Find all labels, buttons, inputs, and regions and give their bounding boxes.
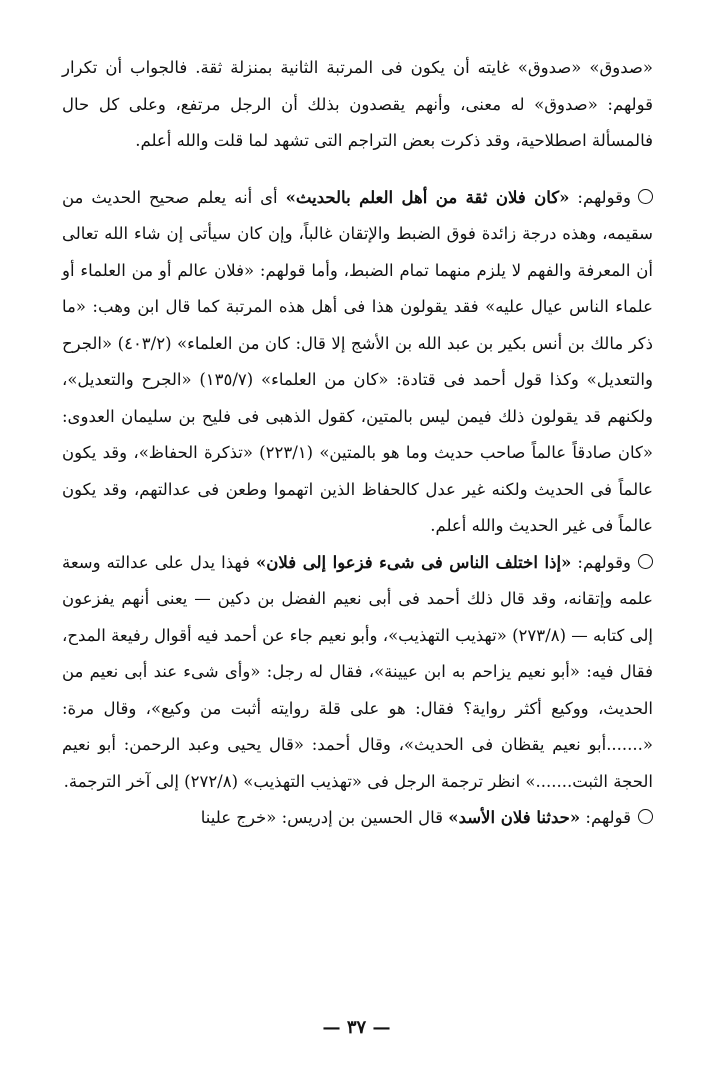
bold-phrase: «كان فلان ثقة من أهل العلم بالحديث» — [285, 187, 570, 207]
paragraph-3 — [62, 545, 653, 801]
circle-bullet-icon — [638, 809, 653, 824]
paragraph-1 — [62, 50, 653, 160]
paragraph-lead: وقولهم: — [569, 187, 631, 207]
paragraph-text: فهذا يدل على عدالته وسعة علمه وإتقانه، وقد قال ذلك أحمد فى أبى نعيم الفضل بن دكين — يعنى أنهم يفزعون إلى كتابه — (٢٧٣/٨) «تهذيب التهذيب»، وأبو نعيم جاء عن أحمد فيه أقوال رفيعة المدح، فقال فيه: «أبو نعيم يزاحم به ابن عيينة»، فقال له رجل: «وأى شىء عند أبى نعيم من الحديث، ووكيع أكثر رواية؟ فقال: هو على قلة روايته أثبت من وكيع»، وقال مرة: «.......أبو نعيم يقظان فى الحديث»، وقال أحمد: «قال يحيى وعبد الرحمن: أبو نعيم الحجة الثبت.......» انظر ترجمة الرجل فى «تهذيب التهذيب» (٢٧٢/٨) إلى آخر الترجمة. — [62, 552, 653, 791]
circle-bullet-icon — [638, 189, 653, 204]
paragraph-4 — [62, 800, 653, 837]
paragraph-text: أى أنه يعلم صحيح الحديث من سقيمه، وهذه درجة زائدة فوق الضبط والإتقان غالباً، وإن كان سيأتى إن شاء الله تعالى أن المعرفة والفهم لا يلزم منهما تمام الضبط، وأما قولهم: «فلان عالم أو من العلماء أو علماء الناس عيال عليه» فقد يقولون هذا فى أهل هذه المرتبة كما قال ابن وهب: «ما ذكر مالك بن أنس بكير بن عبد الله بن الأشج إلا قال: كان من العلماء» (٤٠٣/٢) «الجرح والتعديل» وكذا قول أحمد فى قتادة: «كان من العلماء» (١٣٥/٧) «الجرح والتعديل»، ولكنهم قد يقولون ذلك فيمن ليس بالمتين، كقول الذهبى فى فليح بن سليمان العدوى: «كان صادقاً عالماً صاحب حديث وما هو بالمتين» (٢٢٣/١) «تذكرة الحفاظ»، وقد يكون عالماً فى الحديث ولكنه غير عدل كالحفاظ الذين اتهموا وطعن فى عدالتهم، وقد يكون عالماً فى غير الحديث والله أعلم. — [62, 187, 654, 535]
bold-phrase: «إذا اختلف الناس فى شىء فزعوا إلى فلان» — [255, 552, 572, 572]
paragraph-lead: قولهم: — [580, 808, 631, 827]
circle-bullet-icon — [638, 554, 653, 569]
paragraph-2 — [62, 180, 653, 545]
bold-phrase: «حدثنا فلان الأسد» — [448, 808, 581, 827]
paragraph-text: قال الحسين بن إدريس: «خرج علينا — [200, 808, 449, 827]
body-text — [62, 50, 653, 837]
paragraph-lead: وقولهم: — [571, 552, 631, 572]
paragraph-text: «صدوق» «صدوق» غايته أن يكون فى المرتبة الثانية بمنزلة ثقة. فالجواب أن تكرار قولهم: «صدوق» له معنى، وأنهم يقصدون بذلك أن الرجل مرتفع، وعلى كل حال فالمسألة اصطلاحية، وقد ذكرت بعض التراجم التى تشهد لما قلت والله أعلم. — [62, 58, 653, 150]
page-number: — ٣٧ — — [322, 1017, 391, 1038]
